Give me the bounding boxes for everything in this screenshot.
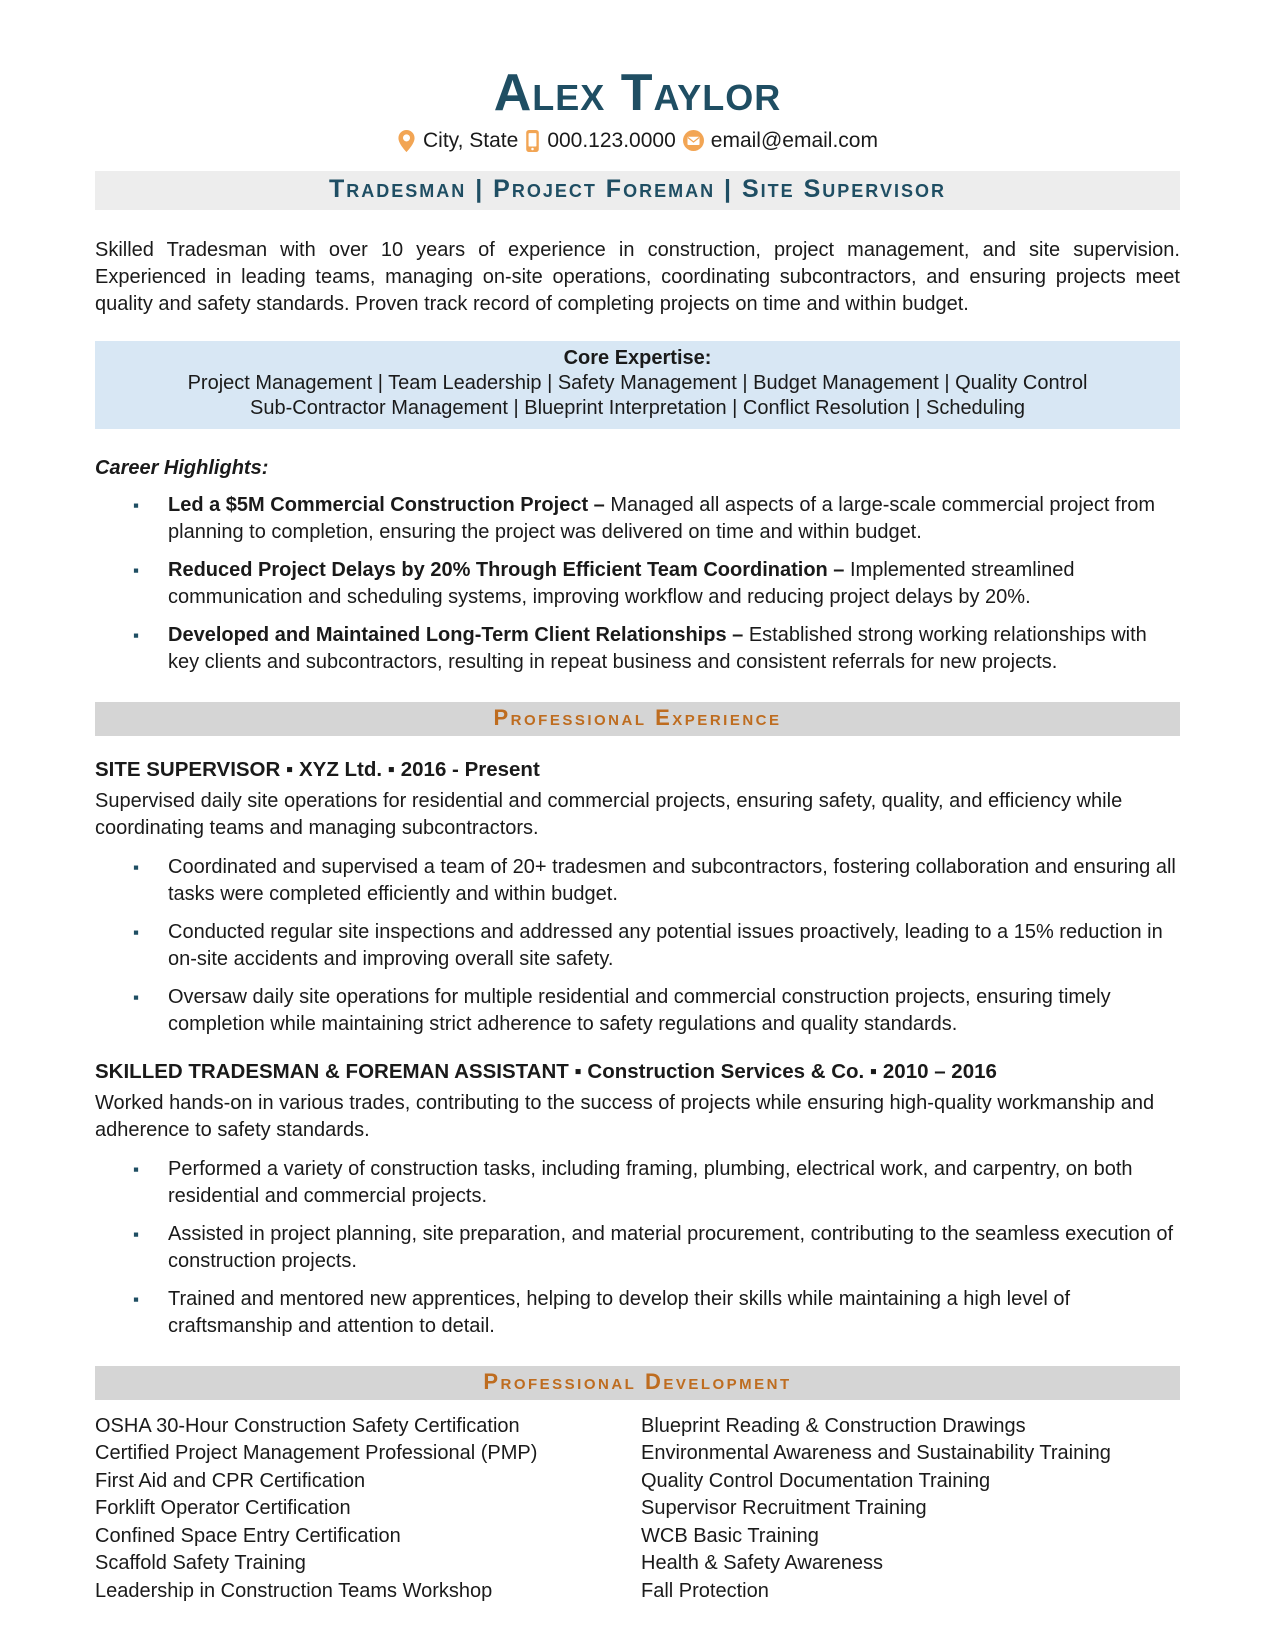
job-summary: Supervised daily site operations for residential and commercial projects, ensuring safety, quality, and efficiency while coordinating teams and managing subcontractors. bbox=[95, 789, 1123, 839]
development-item: Supervisor Recruitment Training bbox=[641, 1497, 927, 1520]
development-item: WCB Basic Training bbox=[641, 1524, 819, 1547]
email-icon bbox=[683, 130, 704, 151]
professional-development-columns bbox=[95, 1413, 1180, 1606]
contact-location: City, State bbox=[423, 128, 519, 152]
job-summary: Worked hands-on in various trades, contributing to the success of projects while ensuring high-quality workmanship and adherence to safety standards. bbox=[95, 1091, 1155, 1141]
job-bullet: ▪ Conducted regular site inspections and addressed any potential issues proactively, leading to a 15% reduction in on-site accidents and improving overall site safety. bbox=[95, 919, 1180, 973]
core-expertise-line-1: Project Management | Team Leadership | Safety Management | Budget Management | Quality Control bbox=[187, 371, 1088, 394]
career-highlights-heading: Career Highlights: bbox=[95, 456, 269, 479]
development-item: Confined Space Entry Certification bbox=[95, 1524, 401, 1547]
job-bullet: ▪ Assisted in project planning, site preparation, and material procurement, contributing to the seamless execution of construction projects. bbox=[95, 1221, 1180, 1275]
job-bullet: ▪ Performed a variety of construction tasks, including framing, plumbing, electrical work, and carpentry, on both residential and commercial projects. bbox=[95, 1156, 1180, 1210]
highlight-bold: Reduced Project Delays by 20% Through Efficient Team Coordination – bbox=[168, 558, 845, 581]
development-item: OSHA 30-Hour Construction Safety Certification bbox=[95, 1414, 520, 1437]
candidate-name: Alex Taylor bbox=[493, 64, 782, 122]
job-entry-site-supervisor bbox=[95, 758, 1180, 1038]
development-item: Certified Project Management Professional (PMP) bbox=[95, 1442, 538, 1465]
job-bullet: ▪ Trained and mentored new apprentices, helping to develop their skills while maintaining a high level of craftsmanship and attention to detail. bbox=[95, 1286, 1180, 1340]
section-header-development: Professional Development bbox=[95, 1366, 1180, 1400]
highlight-item bbox=[95, 492, 1180, 546]
phone-icon bbox=[525, 130, 540, 152]
location-pin-icon bbox=[397, 130, 416, 152]
highlight-text: Managed all aspects of a large-scale commercial project from planning to completion, ensuring the project was delivered on time and within budget. bbox=[168, 493, 1156, 543]
job-bullet-list bbox=[95, 854, 1180, 1038]
development-item: Environmental Awareness and Sustainability Training bbox=[641, 1442, 1111, 1465]
contact-phone: 000.123.0000 bbox=[547, 128, 676, 152]
title-banner: Tradesman | Project Foreman | Site Supervisor bbox=[95, 171, 1180, 210]
highlight-item bbox=[95, 557, 1180, 611]
highlight-bold: Led a $5M Commercial Construction Project – bbox=[168, 493, 605, 516]
development-item: Scaffold Safety Training bbox=[95, 1552, 306, 1575]
job-entry-skilled-tradesman bbox=[95, 1060, 1180, 1340]
highlight-item bbox=[95, 622, 1180, 676]
development-item: Leadership in Construction Teams Workshop bbox=[95, 1579, 493, 1602]
job-bullet: ▪ Oversaw daily site operations for multiple residential and commercial construction projects, ensuring timely completion while maintaining strict adherence to safety regulations and quality standards. bbox=[95, 984, 1180, 1038]
development-list-right bbox=[641, 1413, 1180, 1606]
career-highlights-list bbox=[95, 492, 1180, 676]
core-expertise-box bbox=[95, 341, 1180, 429]
contact-email: email@email.com bbox=[710, 128, 878, 152]
development-list-left bbox=[95, 1413, 641, 1606]
development-item: Fall Protection bbox=[641, 1579, 769, 1602]
summary-paragraph: Skilled Tradesman with over 10 years of experience in construction, project management, and site supervision. Experienced in leading teams, managing on-site operations, coordinating subcontractors, and ensuring projects meet quality and safety standards. Proven track record of completing projects on time and within budget. bbox=[95, 238, 1180, 315]
development-item: Health & Safety Awareness bbox=[641, 1552, 883, 1575]
core-expertise-line-2: Sub-Contractor Management | Blueprint Interpretation | Conflict Resolution | Scheduling bbox=[250, 396, 1025, 419]
contact-line bbox=[95, 129, 1180, 153]
highlight-bold: Developed and Maintained Long-Term Client Relationships – bbox=[168, 623, 744, 646]
section-header-experience: Professional Experience bbox=[95, 702, 1180, 736]
job-heading: SITE SUPERVISOR ▪ XYZ Ltd. ▪ 2016 - Present bbox=[95, 757, 540, 781]
development-item: First Aid and CPR Certification bbox=[95, 1469, 366, 1492]
core-expertise-heading: Core Expertise: bbox=[563, 346, 712, 369]
highlight-text: Implemented streamlined communication and scheduling systems, improving workflow and reducing project delays by 20%. bbox=[168, 558, 1075, 608]
job-bullet: ▪ Coordinated and supervised a team of 20+ tradesmen and subcontractors, fostering collaboration and ensuring all tasks were completed efficiently and within budget. bbox=[95, 854, 1180, 908]
development-item: Forklift Operator Certification bbox=[95, 1497, 351, 1520]
highlight-text: Established strong working relationships with key clients and subcontractors, resulting in repeat business and consistent referrals for new projects. bbox=[168, 623, 1147, 673]
development-item: Blueprint Reading & Construction Drawings bbox=[641, 1414, 1026, 1437]
job-bullet-list bbox=[95, 1156, 1180, 1340]
job-heading: SKILLED TRADESMAN & FOREMAN ASSISTANT ▪ Construction Services & Co. ▪ 2010 – 2016 bbox=[95, 1059, 997, 1083]
development-item: Quality Control Documentation Training bbox=[641, 1469, 991, 1492]
